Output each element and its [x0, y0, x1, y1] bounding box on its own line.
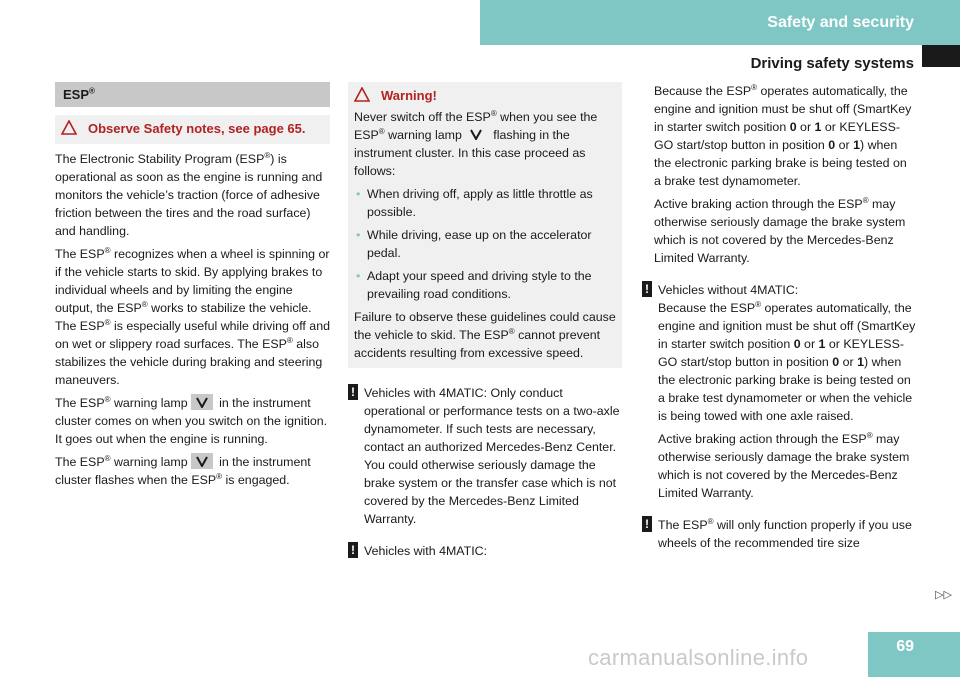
watermark: carmanualsonline.info [588, 645, 809, 670]
warning-bullet: • While driving, ease up on the accelerator pedal. [356, 228, 592, 260]
note-tire-size: ! The ESP® will only function properly if you use wheels of the recommended tire size [642, 516, 917, 552]
note-exclamation-icon: ! [348, 542, 358, 558]
warning-box [348, 82, 622, 368]
column-3 [642, 82, 917, 566]
warning-triangle-icon [61, 120, 77, 135]
warning-bullet: • When driving off, apply as little throttle as possible. [356, 187, 593, 219]
note-exclamation-icon: ! [348, 384, 358, 400]
observe-safety-box [55, 115, 330, 144]
esp-warning-lamp-icon [191, 394, 213, 410]
subsection-title: Driving safety systems [750, 55, 914, 72]
warning-heading: Warning! [354, 87, 616, 105]
note-4matic: ! Vehicles with 4MATIC: [348, 542, 622, 560]
esp-warning-lamp-icon [191, 453, 213, 469]
warning-bullet: • Adapt your speed and driving style to the prevailing road conditions. [356, 269, 592, 301]
note-without-4matic: ! Vehicles without 4MATIC: Because the ESP® operates automatically, the engine and ignition must be shut off (SmartKey in starter switch position 0 or 1 or KEYLESS-GO start/stop button in position 0 or 1) when the electronic parking brake is being tested on a brake test dynamometer or when the vehicle is being towed with one axle raised. Active braking action through the ESP® may otherwise seriously damage the brake system which is not covered by the Mercedes-Benz Limited Warranty. [642, 281, 917, 502]
warning-text-2: Failure to observe these guidelines could cause the vehicle to skid. The ESP® cannot prevent accidents resulting from excessive speed. [354, 310, 616, 360]
paragraph-warning-lamp-on: The ESP® warning lamp in the instrument cluster comes on when you switch on the ignition. It goes out when the engine is running. [55, 394, 328, 446]
paragraph-esp-intro: The Electronic Stability Program (ESP®) is operational as soon as the engine is running and monitors the vehicle’s traction (force of adhesive friction between the tires and the road surface) and handling. [55, 150, 323, 238]
esp-section-heading: ESP® [55, 82, 330, 107]
column-2 [348, 82, 622, 574]
page-number: 69 [896, 638, 914, 655]
column-1 [55, 82, 330, 494]
note-4matic-continued: Because the ESP® operates automatically, the engine and ignition must be shut off (SmartKey in starter switch position 0 or 1 or KEYLESS-GO start/stop button in position 0 or 1) when the electronic parking brake is being tested on a brake test dynamometer. Active braking action through the ESP® may otherwise seriously damage the brake system which is not covered by the Mercedes-Benz Limited Warranty. [654, 82, 912, 265]
page-number-box [868, 632, 960, 677]
note-exclamation-icon: ! [642, 281, 652, 297]
note-4matic-dynamometer: ! Vehicles with 4MATIC: Only conduct operational or performance tests on a two-axle dynamometer. If such tests are necessary, contact an authorized Mercedes-Benz Center. You could otherwise seriously damage the brake system or the transfer case which is not covered by the Mercedes-Benz Limited Warranty. [348, 384, 622, 528]
warning-text-1: Never switch off the ESP® when you see the ESP® warning lamp flashing in the instrument cluster. In this case proceed as follows: [354, 108, 598, 178]
observe-safety-link[interactable]: Observe Safety notes, see page 65. [88, 121, 306, 136]
paragraph-warning-lamp-flash: The ESP® warning lamp in the instrument cluster flashes when the ESP® is engaged. [55, 453, 311, 487]
note-exclamation-icon: ! [642, 516, 652, 532]
warning-triangle-icon [354, 87, 370, 102]
header-marker [922, 45, 960, 67]
continue-arrow-icon: ▷▷ [935, 589, 952, 601]
paragraph-esp-function: The ESP® recognizes when a wheel is spinning or if the vehicle starts to skid. By applying brakes to individual wheels and by limiting the engine output, the ESP® works to stabilize the vehicle. The ESP® is especially useful while driving off and on wet or slippery road surfaces. The ESP® also stabilizes the vehicle during braking and steering maneuvers. [55, 245, 330, 387]
section-title: Safety and security [767, 14, 914, 31]
esp-warning-lamp-icon [465, 126, 487, 142]
